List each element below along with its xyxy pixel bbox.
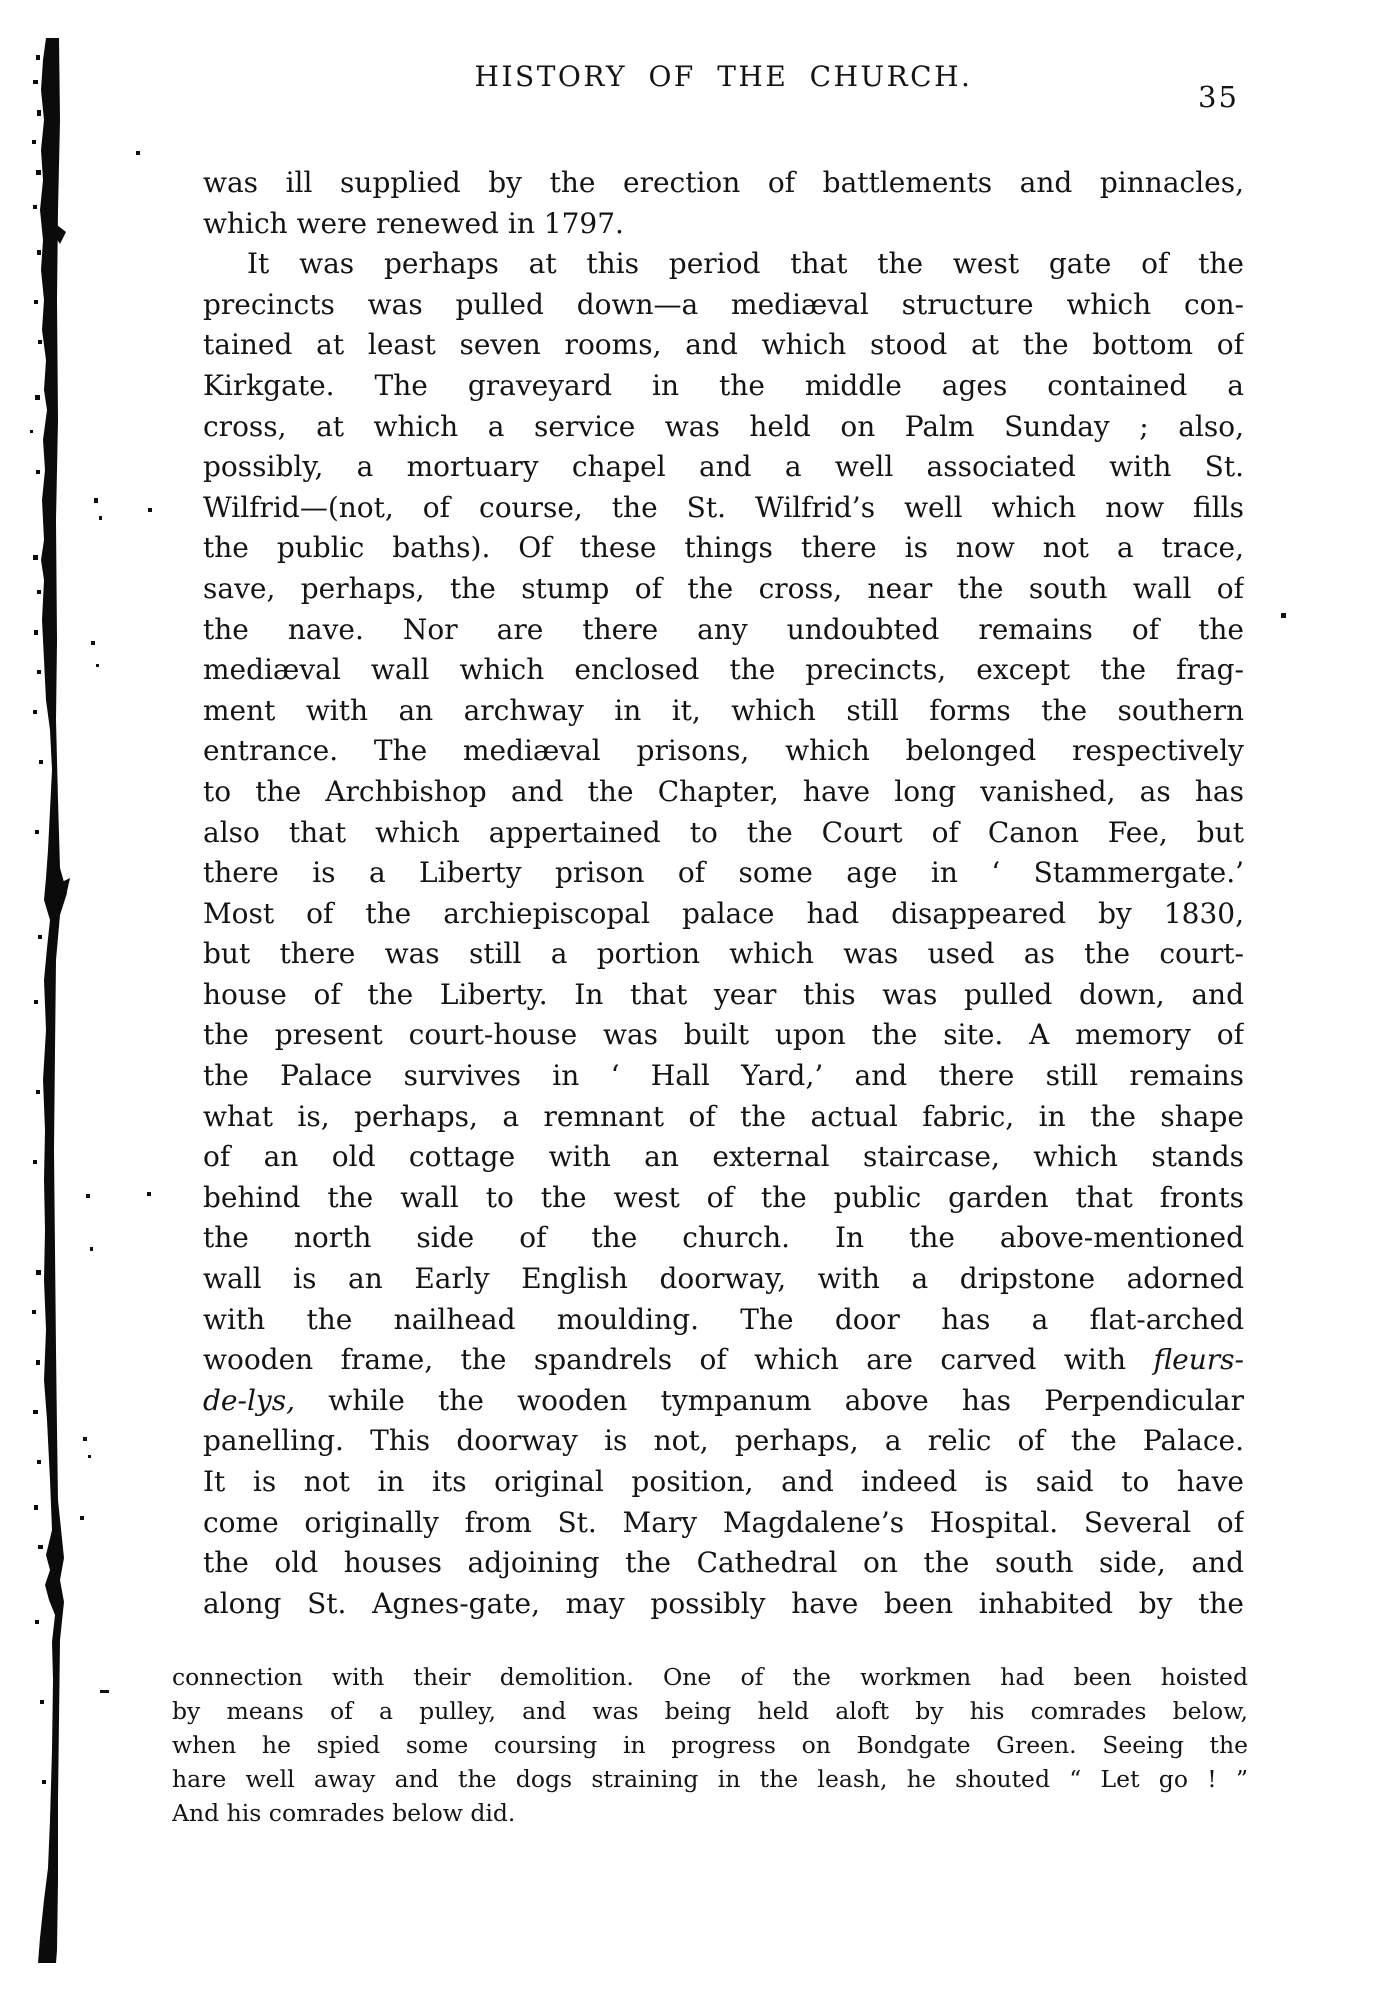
- text-line: [203, 285, 1244, 326]
- body-text-block: [203, 163, 1244, 1624]
- text-run: It was perhaps at this period that the west gate of the: [247, 247, 1244, 281]
- text-run: And his comrades below did.: [172, 1799, 516, 1827]
- ink-speckles: [30, 55, 46, 1784]
- text-run: hare well away and the dogs straining in the leash, he shouted “ Let go ! ”: [172, 1765, 1248, 1793]
- text-run: tained at least seven rooms, and which stood at the bottom of: [203, 328, 1244, 362]
- binding-band-hook: [56, 225, 66, 244]
- text-run: the present court-house was built upon the site. A memory of: [203, 1018, 1244, 1052]
- text-run: connection with their demolition. One of the workmen had been hoisted: [172, 1663, 1248, 1691]
- text-line: [203, 975, 1244, 1016]
- text-line: [203, 610, 1244, 651]
- text-run: save, perhaps, the stump of the cross, near the south wall of: [203, 571, 1244, 605]
- text-run: cross, at which a service was held on Palm Sunday ; also,: [203, 409, 1244, 443]
- text-run: the Palace survives in ‘ Hall Yard,’ and there still remains: [203, 1059, 1244, 1093]
- text-line: [203, 204, 1244, 245]
- text-line: [203, 1503, 1244, 1544]
- text-run: the north side of the church. In the above-mentioned: [203, 1221, 1244, 1255]
- text-line: [203, 934, 1244, 975]
- text-line: [203, 894, 1244, 935]
- text-run: Wilfrid—(not, of course, the St. Wilfrid’s well which now fills: [203, 490, 1244, 524]
- text-run: while the wooden tympanum above has Perpendicular: [295, 1383, 1244, 1417]
- text-line: [203, 1218, 1244, 1259]
- text-run: was ill supplied by the erection of battlements and pinnacles,: [203, 166, 1244, 199]
- text-run: also that which appertained to the Court of Canon Fee, but: [203, 815, 1244, 849]
- binding-band-hook: [56, 878, 70, 903]
- text-line: [203, 691, 1244, 732]
- binding-band-shape: [38, 38, 67, 1963]
- text-run: panelling. This doorway is not, perhaps, a relic of the Palace.: [203, 1424, 1244, 1458]
- text-line: [203, 163, 1244, 204]
- text-run: Kirkgate. The graveyard in the middle ages contained a: [203, 368, 1244, 402]
- text-line: [203, 731, 1244, 772]
- text-line: [172, 1796, 1248, 1830]
- text-run: house of the Liberty. In that year this was pulled down, and: [203, 977, 1244, 1011]
- text-line: [203, 407, 1244, 448]
- text-run: wooden frame, the spandrels of which are carved with: [203, 1343, 1154, 1377]
- text-line: [203, 1462, 1244, 1503]
- text-run: the nave. Nor are there any undoubted remains of the: [203, 612, 1244, 646]
- text-line: [203, 1381, 1244, 1422]
- text-run: to the Archbishop and the Chapter, have long vanished, as has: [203, 774, 1244, 808]
- text-line: [203, 1584, 1244, 1625]
- text-line: [172, 1660, 1248, 1694]
- text-run: possibly, a mortuary chapel and a well associated with St.: [203, 450, 1244, 484]
- text-run: the public baths). Of these things there is now not a trace,: [203, 531, 1244, 565]
- text-line: [203, 853, 1244, 894]
- text-run: along St. Agnes-gate, may possibly have been inhabited by the: [203, 1586, 1244, 1620]
- text-line: [172, 1694, 1248, 1728]
- text-line: [203, 488, 1244, 529]
- text-run: but there was still a portion which was used as the court-: [203, 937, 1244, 971]
- text-line: [203, 772, 1244, 813]
- text-line: [203, 1259, 1244, 1300]
- text-run: with the nailhead moulding. The door has a flat-arched: [203, 1302, 1244, 1336]
- text-run: ment with an archway in it, which still forms the southern: [203, 693, 1244, 727]
- text-run: by means of a pulley, and was being held aloft by his comrades below,: [172, 1697, 1248, 1725]
- text-line: [203, 528, 1244, 569]
- text-run: It is not in its original position, and indeed is said to have: [203, 1465, 1244, 1498]
- text-line: [172, 1762, 1248, 1796]
- text-line: [203, 325, 1244, 366]
- text-run: behind the wall to the west of the public garden that fronts: [203, 1180, 1244, 1214]
- text-run: wall is an Early English doorway, with a dripstone adorned: [203, 1262, 1244, 1296]
- text-run: of an old cottage with an external staircase, which stands: [203, 1140, 1244, 1174]
- text-run: there is a Liberty prison of some age in ‘ Stammergate.’: [203, 856, 1244, 890]
- text-run: Most of the archiepiscopal palace had disappeared by 1830,: [203, 896, 1244, 930]
- text-line: [203, 650, 1244, 691]
- page-number: 35: [1198, 80, 1239, 114]
- text-line: [203, 1543, 1244, 1584]
- text-line: [203, 1097, 1244, 1138]
- text-line: [172, 1728, 1248, 1762]
- text-line: [203, 813, 1244, 854]
- text-run: mediæval wall which enclosed the precincts, except the frag-: [203, 653, 1244, 687]
- text-line: [203, 1340, 1244, 1381]
- text-line: [203, 1056, 1244, 1097]
- text-line: [203, 366, 1244, 407]
- text-run: the old houses adjoining the Cathedral on the south side, and: [203, 1546, 1244, 1580]
- text-run-italic: fleurs-: [1153, 1343, 1244, 1377]
- text-run: which were renewed in 1797.: [203, 206, 624, 240]
- text-line: [203, 1178, 1244, 1219]
- text-line: [203, 569, 1244, 610]
- footnote-block: [172, 1660, 1248, 1830]
- text-run: what is, perhaps, a remnant of the actual fabric, in the shape: [203, 1099, 1244, 1133]
- running-header-title: HISTORY OF THE CHURCH.: [474, 60, 973, 93]
- text-line: [203, 1137, 1244, 1178]
- text-line: [203, 244, 1244, 285]
- text-run: come originally from St. Mary Magdalene’s Hospital. Several of: [203, 1505, 1244, 1539]
- text-line: [203, 1300, 1244, 1341]
- text-line: [203, 1015, 1244, 1056]
- text-run-italic: de-lys,: [203, 1383, 295, 1417]
- text-run: when he spied some coursing in progress on Bondgate Green. Seeing the: [172, 1731, 1248, 1759]
- text-line: [203, 1421, 1244, 1462]
- text-run: entrance. The mediæval prisons, which belonged respectively: [203, 734, 1244, 768]
- text-run: precincts was pulled down—a mediæval structure which con-: [203, 287, 1244, 321]
- text-line: [203, 447, 1244, 488]
